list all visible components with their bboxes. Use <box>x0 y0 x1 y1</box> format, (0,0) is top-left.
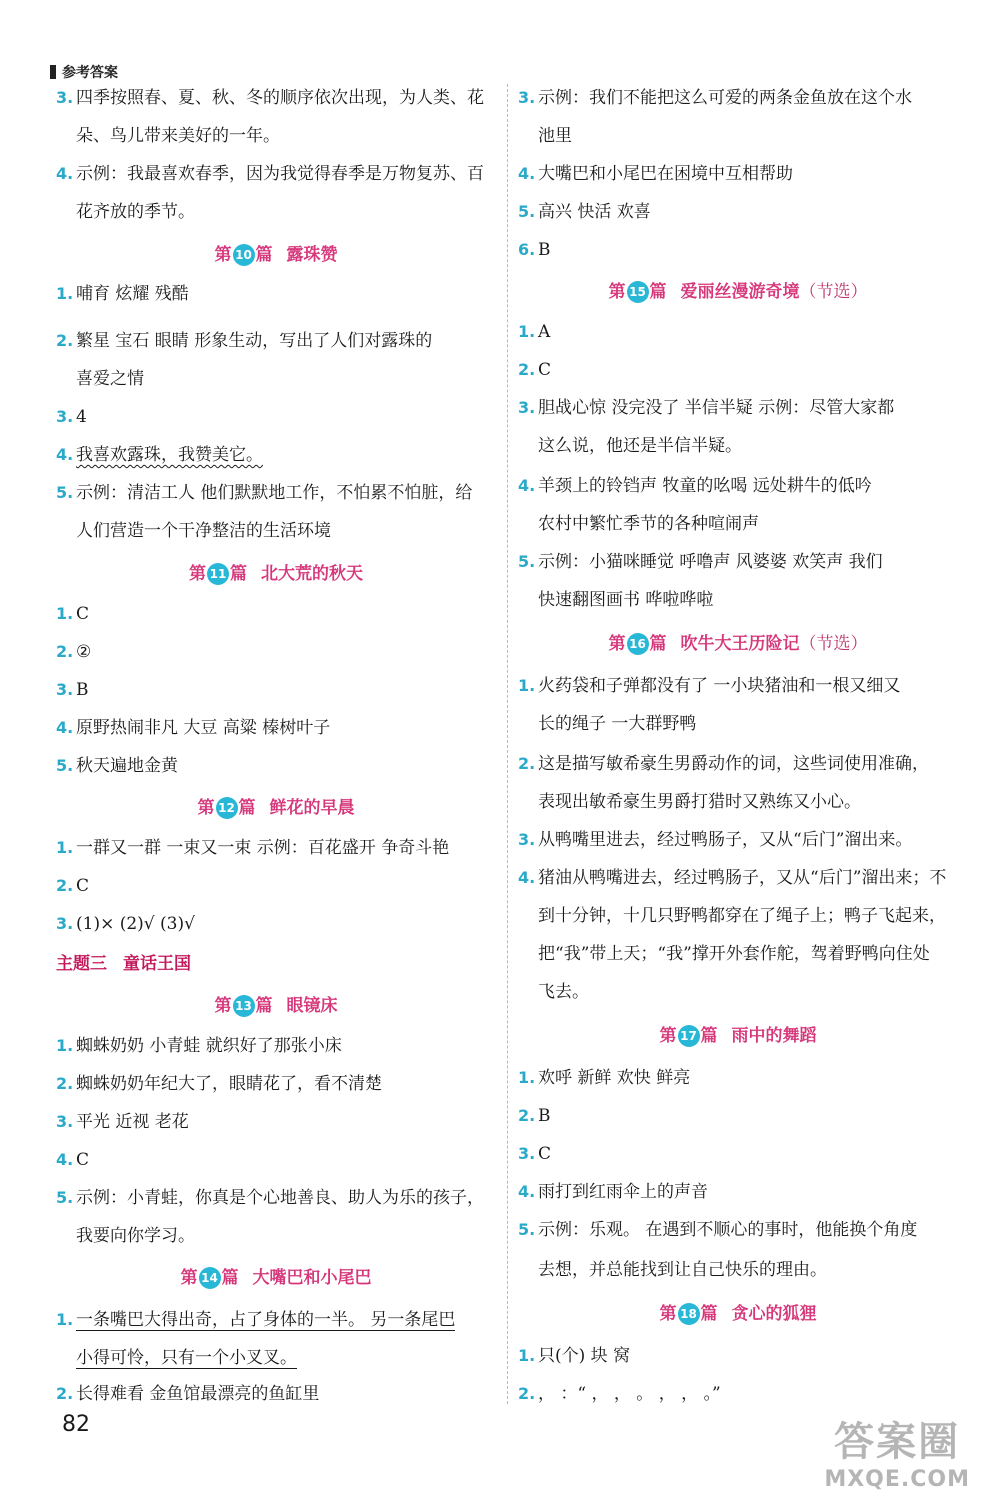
answer-text: 从鸭嘴里进去，经过鸭肠子，又从“后门”溜出来。 <box>538 830 913 850</box>
answer-line <box>56 1072 496 1096</box>
answer-line <box>518 1180 958 1204</box>
answer-line <box>56 836 496 860</box>
section-suffix: 篇 <box>700 1304 718 1324</box>
answer-number: 5. <box>56 483 74 502</box>
section-prefix: 第 <box>608 282 626 302</box>
answer-continuation <box>518 980 958 1004</box>
answer-text: 哺育 炫耀 残酷 <box>76 284 189 304</box>
section-prefix: 第 <box>659 1304 677 1324</box>
answer-text: 小得可怜，只有一个小叉叉。 <box>76 1348 297 1368</box>
answer-text: C <box>76 1150 90 1170</box>
section-heading <box>56 796 496 820</box>
answer-text: 人们营造一个干净整洁的生活环境 <box>76 521 331 541</box>
header-mark-icon <box>50 65 56 79</box>
answer-number: 2. <box>56 642 74 661</box>
answer-number: 2. <box>518 360 536 379</box>
section-heading <box>518 280 958 304</box>
section-number-badge: 18 <box>678 1303 700 1325</box>
answer-text: 这是描写敏希豪生男爵动作的词，这些词使用准确， <box>538 754 929 774</box>
answer-number: 4. <box>518 164 536 183</box>
answer-text: 农村中繁忙季节的各种喧闹声 <box>538 514 759 534</box>
answer-text: 到十分钟，十几只野鸭都穿在了绳子上；鸭子飞起来， <box>538 906 946 926</box>
answer-number: 1. <box>518 1346 536 1365</box>
answer-continuation <box>518 512 958 536</box>
section-heading <box>56 994 496 1018</box>
answer-text: ② <box>76 642 92 662</box>
answer-line <box>518 1382 958 1406</box>
answer-number: 2. <box>56 876 74 895</box>
answer-line <box>56 754 496 778</box>
section-heading <box>518 1302 958 1326</box>
answer-number: 4. <box>518 476 536 495</box>
answer-text: 示例：清洁工人 他们默默地工作，不怕累不怕脏，给 <box>76 483 473 503</box>
theme-heading <box>56 952 496 976</box>
answer-text: 4 <box>76 407 87 427</box>
watermark-logo: 答案圈 <box>834 1419 961 1465</box>
section-heading <box>56 1266 496 1290</box>
section-suffix: 篇 <box>255 245 273 265</box>
answer-line <box>56 716 496 740</box>
section-number-badge: 13 <box>233 995 255 1017</box>
answer-line <box>518 1218 958 1242</box>
answer-text: 我要向你学习。 <box>76 1226 195 1246</box>
answer-line <box>518 1104 958 1128</box>
answer-number: 5. <box>518 1220 536 1239</box>
answer-text: 这么说，他还是半信半疑。 <box>538 436 742 456</box>
answer-number: 2. <box>518 1106 536 1125</box>
answer-text: 花齐放的季节。 <box>76 202 195 222</box>
answer-text: 一群又一群 一束又一束 示例：百花盛开 争奇斗艳 <box>76 838 450 858</box>
answer-text: 表现出敏希豪生男爵打猎时又熟练又小心。 <box>538 792 861 812</box>
answer-continuation <box>56 519 496 543</box>
answer-text: B <box>76 680 89 700</box>
answer-continuation <box>518 904 958 928</box>
answer-text: 去想，并总能找到让自己快乐的理由。 <box>538 1260 827 1280</box>
answer-line <box>518 358 958 382</box>
answer-line <box>518 162 958 186</box>
answer-line <box>56 1034 496 1058</box>
answer-continuation <box>56 1346 496 1370</box>
answer-line <box>518 320 958 344</box>
answer-continuation <box>518 434 958 458</box>
answer-number: 3. <box>56 88 74 107</box>
answer-number: 1. <box>56 1310 74 1329</box>
answer-number: 3. <box>518 398 536 417</box>
section-suffix: 篇 <box>230 564 247 584</box>
answer-text: 池里 <box>538 126 572 146</box>
answer-number: 4. <box>518 868 536 887</box>
answer-text: 胆战心惊 没完没了 半信半疑 示例：尽管大家都 <box>538 398 895 418</box>
section-note: （节选） <box>799 634 868 654</box>
section-number-badge: 16 <box>627 633 649 655</box>
answer-line <box>518 674 958 698</box>
answer-number: 3. <box>518 1144 536 1163</box>
answer-line <box>56 162 496 186</box>
section-number-badge: 11 <box>207 563 229 585</box>
page-header <box>50 62 118 82</box>
answer-text: ， ：“ ， ， 。 ， ， 。” <box>538 1384 721 1404</box>
answer-text: 喜爱之情 <box>76 369 144 389</box>
watermark <box>824 1410 970 1492</box>
answer-continuation <box>518 124 958 148</box>
answer-line <box>56 329 496 353</box>
answer-number: 1. <box>56 284 74 303</box>
answer-continuation <box>56 124 496 148</box>
section-heading <box>56 562 496 586</box>
section-title: 贪心的狐狸 <box>731 1304 817 1324</box>
answer-number: 3. <box>518 88 536 107</box>
answer-line <box>56 282 496 306</box>
answer-line <box>56 912 496 936</box>
answer-line <box>56 1308 496 1332</box>
section-title: 雨中的舞蹈 <box>731 1026 817 1046</box>
answer-number: 3. <box>56 1112 74 1131</box>
answer-line <box>518 474 958 498</box>
answer-text: 火药袋和子弹都没有了 一小块猪油和一根又细又 <box>538 676 901 696</box>
answer-text: 欢呼 新鲜 欢快 鲜亮 <box>538 1068 691 1088</box>
answer-text: 只(个) 块 窝 <box>538 1346 631 1366</box>
answer-line <box>518 1142 958 1166</box>
section-heading <box>56 243 496 267</box>
answer-number: 3. <box>56 914 74 933</box>
answer-text: 快速翻图画书 哗啦哗啦 <box>538 590 714 610</box>
section-prefix: 第 <box>608 634 626 654</box>
section-number-badge: 12 <box>216 797 238 819</box>
answer-text: (1)× (2)√ (3)√ <box>76 914 195 934</box>
answer-number: 3. <box>518 830 536 849</box>
theme-label: 主题三 <box>56 954 107 974</box>
answer-number: 4. <box>518 1182 536 1201</box>
answer-number: 2. <box>56 1384 74 1403</box>
answer-text: 示例：乐观。 在遇到不顺心的事时，他能换个角度 <box>538 1220 918 1240</box>
section-suffix: 篇 <box>221 1268 239 1288</box>
answer-continuation <box>518 712 958 736</box>
answer-continuation <box>518 1258 958 1282</box>
answer-text: 四季按照春、夏、秋、冬的顺序依次出现，为人类、花 <box>76 88 484 108</box>
answer-text: 高兴 快活 欢喜 <box>538 202 651 222</box>
answer-line <box>56 602 496 626</box>
answer-text: C <box>538 1144 552 1164</box>
answer-text: 一条嘴巴大得出奇，占了身体的一半。 另一条尾巴 <box>76 1310 456 1330</box>
answer-number: 5. <box>56 756 74 775</box>
section-title: 爱丽丝漫游奇境 <box>680 282 800 302</box>
theme-title: 童话王国 <box>123 954 191 974</box>
answer-text: 把“我”带上天；“我”撑开外套作舵，驾着野鸭向住处 <box>538 944 930 964</box>
header-title: 参考答案 <box>62 65 118 81</box>
answer-number: 1. <box>56 1036 74 1055</box>
answer-number: 2. <box>518 754 536 773</box>
section-title: 大嘴巴和小尾巴 <box>252 1268 372 1288</box>
answer-text: 朵、鸟儿带来美好的一年。 <box>76 126 280 146</box>
answer-line <box>518 200 958 224</box>
answer-number: 3. <box>56 407 74 426</box>
answer-number: 6. <box>518 240 536 259</box>
answer-continuation <box>56 200 496 224</box>
answer-number: 1. <box>518 1068 536 1087</box>
answer-continuation <box>56 367 496 391</box>
section-prefix: 第 <box>214 996 232 1016</box>
answer-text: 示例：我们不能把这么可爱的两条金鱼放在这个水 <box>538 88 912 108</box>
answer-text: 原野热闹非凡 大豆 高粱 榛树叶子 <box>76 718 331 738</box>
answer-number: 4. <box>56 1150 74 1169</box>
answer-number: 3. <box>56 680 74 699</box>
section-heading <box>518 632 958 656</box>
section-prefix: 第 <box>197 798 215 818</box>
section-title: 眼镜床 <box>286 996 338 1016</box>
answer-number: 5. <box>518 552 536 571</box>
answer-number: 5. <box>518 202 536 221</box>
answer-line <box>518 866 958 890</box>
answer-text: 长得难看 金鱼馆最漂亮的鱼缸里 <box>76 1384 320 1404</box>
answer-text: C <box>76 604 90 624</box>
answer-line <box>518 238 958 262</box>
section-number-badge: 17 <box>678 1025 700 1047</box>
answer-line <box>56 640 496 664</box>
answer-text: 我喜欢露珠，我赞美它。 <box>76 445 263 465</box>
answer-line <box>56 1382 496 1406</box>
answer-line <box>56 86 496 110</box>
section-prefix: 第 <box>180 1268 198 1288</box>
answer-number: 1. <box>518 322 536 341</box>
answer-text: 示例：我最喜欢春季，因为我觉得春季是万物复苏、百 <box>76 164 484 184</box>
answer-text: 猪油从鸭嘴进去，经过鸭肠子，又从“后门”溜出来；不 <box>538 868 947 888</box>
answer-line <box>56 1186 496 1210</box>
answer-number: 4. <box>56 164 74 183</box>
section-suffix: 篇 <box>649 634 667 654</box>
section-prefix: 第 <box>214 245 232 265</box>
answer-line <box>56 405 496 429</box>
answer-text: 示例：小青蛙，你真是个心地善良、助人为乐的孩子， <box>76 1188 484 1208</box>
answer-line <box>518 1066 958 1090</box>
answer-number: 4. <box>56 445 74 464</box>
answer-number: 4. <box>56 718 74 737</box>
answer-continuation <box>518 942 958 966</box>
section-title: 鲜花的早晨 <box>269 798 355 818</box>
section-title: 露珠赞 <box>286 245 338 265</box>
answer-continuation <box>56 1224 496 1248</box>
answer-text: 秋天遍地金黄 <box>76 756 178 776</box>
answer-text: 飞去。 <box>538 982 589 1002</box>
section-number-badge: 14 <box>199 1267 221 1289</box>
answer-text: 长的绳子 一大群野鸭 <box>538 714 697 734</box>
answer-number: 2. <box>56 331 74 350</box>
answer-text: 蜘蛛奶奶年纪大了，眼睛花了，看不清楚 <box>76 1074 382 1094</box>
answer-text: 大嘴巴和小尾巴在困境中互相帮助 <box>538 164 793 184</box>
answer-number: 2. <box>518 1384 536 1403</box>
answer-line <box>56 678 496 702</box>
watermark-url: MXQE.COM <box>824 1467 970 1492</box>
answer-number: 1. <box>56 838 74 857</box>
answer-number: 5. <box>56 1188 74 1207</box>
answer-continuation <box>518 588 958 612</box>
answer-line <box>56 1148 496 1172</box>
section-suffix: 篇 <box>238 798 256 818</box>
section-suffix: 篇 <box>649 282 667 302</box>
answer-line <box>518 550 958 574</box>
section-suffix: 篇 <box>255 996 273 1016</box>
section-note: （节选） <box>799 282 868 302</box>
section-title: 北大荒的秋天 <box>261 564 363 584</box>
answer-line <box>56 874 496 898</box>
answer-number: 1. <box>56 604 74 623</box>
answer-text: 繁星 宝石 眼睛 形象生动，写出了人们对露珠的 <box>76 331 433 351</box>
answer-text: B <box>538 240 551 260</box>
section-suffix: 篇 <box>700 1026 718 1046</box>
page-number: 82 <box>62 1412 90 1437</box>
section-heading <box>518 1024 958 1048</box>
answer-text: C <box>76 876 90 896</box>
answer-number: 2. <box>56 1074 74 1093</box>
section-prefix: 第 <box>189 564 206 584</box>
answer-text: B <box>538 1106 551 1126</box>
answer-text: 羊颈上的铃铛声 牧童的吆喝 远处耕牛的低吟 <box>538 476 872 496</box>
answer-line <box>518 86 958 110</box>
section-prefix: 第 <box>659 1026 677 1046</box>
answer-text: C <box>538 360 552 380</box>
answer-text: 蜘蛛奶奶 小青蛙 就织好了那张小床 <box>76 1036 342 1056</box>
answer-line <box>56 1110 496 1134</box>
answer-text: A <box>538 322 551 342</box>
answer-line <box>518 828 958 852</box>
section-number-badge: 15 <box>627 281 649 303</box>
column-divider <box>507 84 508 1404</box>
answer-line <box>518 752 958 776</box>
answer-number: 1. <box>518 676 536 695</box>
answer-text: 平光 近视 老花 <box>76 1112 189 1132</box>
answer-line <box>518 396 958 420</box>
answer-line <box>518 1344 958 1368</box>
answer-line <box>56 443 496 467</box>
answer-text: 示例：小猫咪睡觉 呼噜声 风婆婆 欢笑声 我们 <box>538 552 883 572</box>
answer-line <box>56 481 496 505</box>
section-number-badge: 10 <box>233 244 255 266</box>
section-title: 吹牛大王历险记 <box>680 634 800 654</box>
answer-continuation <box>518 790 958 814</box>
answer-text: 雨打到红雨伞上的声音 <box>538 1182 708 1202</box>
